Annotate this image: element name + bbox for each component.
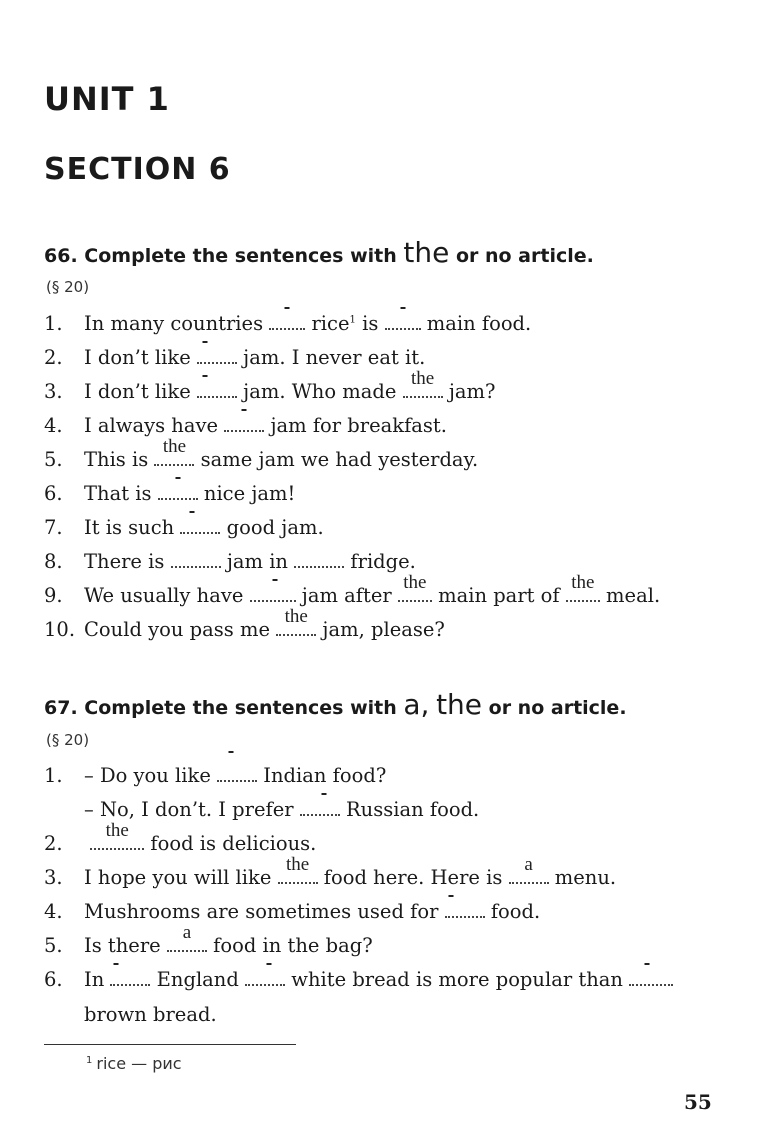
answer-blank[interactable] — [269, 313, 305, 330]
ex67-item-6: 6. In England white bread is more popular than — [44, 968, 673, 1002]
answer-blank[interactable]: the — [278, 867, 318, 884]
ex66-item-9: 9. We usually have jam after the main part of the meal. — [44, 572, 661, 607]
footnote-marker: 1 — [349, 314, 356, 326]
answer-blank[interactable] — [245, 969, 285, 986]
answer-blank[interactable]: the — [276, 619, 316, 636]
ex67-item-2: 2. the food is delicious. — [44, 820, 317, 855]
answer-blank[interactable] — [180, 517, 220, 534]
ex67-item-1-reply: – No, I don’t. I prefer Russian food. — [84, 798, 479, 821]
ex67-item-4: 4. Mushrooms are sometimes used for food. — [44, 900, 540, 934]
answer-blank[interactable]: the — [154, 449, 194, 466]
answer-blank[interactable] — [197, 381, 237, 398]
ex67-item-5: 5. Is there a food in the bag? — [44, 922, 373, 957]
answer-blank[interactable] — [300, 799, 340, 816]
footnote-divider — [44, 1044, 296, 1045]
ex66-item-10: 10. Could you pass me the jam, please? — [44, 606, 445, 641]
footnote: $^1$ rice — рис — [86, 1054, 182, 1073]
exercise-67-reference: (§ 20) — [46, 731, 90, 749]
answer-blank[interactable] — [171, 551, 221, 568]
ex67-item-6-continuation: brown bread. — [84, 1003, 217, 1026]
ex66-item-8: 8. There is jam in fridge. — [44, 550, 416, 573]
answer-blank[interactable]: the — [90, 833, 144, 850]
ex66-item-2: 2. I don’t like jam. I never eat it. — [44, 346, 425, 380]
answer-blank[interactable] — [217, 765, 257, 782]
answer-blank[interactable] — [250, 585, 296, 602]
ex66-item-4: 4. I always have jam for breakfast. — [44, 414, 447, 448]
answer-blank[interactable] — [158, 483, 198, 500]
answer-blank[interactable] — [294, 551, 344, 568]
answer-blank[interactable] — [224, 415, 264, 432]
page-number: 55 — [684, 1090, 712, 1114]
unit-title: UNIT 1 — [44, 80, 170, 118]
ex67-item-3: 3. I hope you will like the food here. Here is a menu. — [44, 854, 617, 889]
exercise-67-heading: 67. Complete the sentences with a, the or no article. — [44, 688, 627, 721]
answer-blank[interactable]: the — [403, 381, 443, 398]
ex66-item-7: 7. It is such good jam. — [44, 516, 324, 550]
section-title: SECTION 6 — [44, 152, 231, 187]
ex66-item-3: 3. I don’t like jam. Who made the jam? — [44, 368, 496, 403]
answer-blank[interactable]: the — [566, 585, 600, 602]
answer-blank[interactable] — [385, 313, 421, 330]
ex66-item-5: 5. This is the same jam we had yesterday. — [44, 436, 479, 471]
exercise-66-reference: (§ 20) — [46, 278, 90, 296]
ex66-item-6: 6. That is nice jam! — [44, 482, 295, 516]
answer-blank[interactable] — [629, 969, 673, 986]
answer-blank[interactable]: a — [509, 867, 549, 884]
ex66-item-1: 1. In many countries rice$^1$ is main food. — [44, 312, 531, 346]
answer-blank[interactable] — [197, 347, 237, 364]
answer-blank[interactable] — [110, 969, 150, 986]
ex67-item-1: 1. – Do you like Indian food? — [44, 764, 386, 798]
answer-blank[interactable] — [445, 901, 485, 918]
answer-blank[interactable]: the — [398, 585, 432, 602]
answer-blank[interactable]: a — [167, 935, 207, 952]
exercise-66-heading: 66. Complete the sentences with the or no article. — [44, 236, 594, 269]
